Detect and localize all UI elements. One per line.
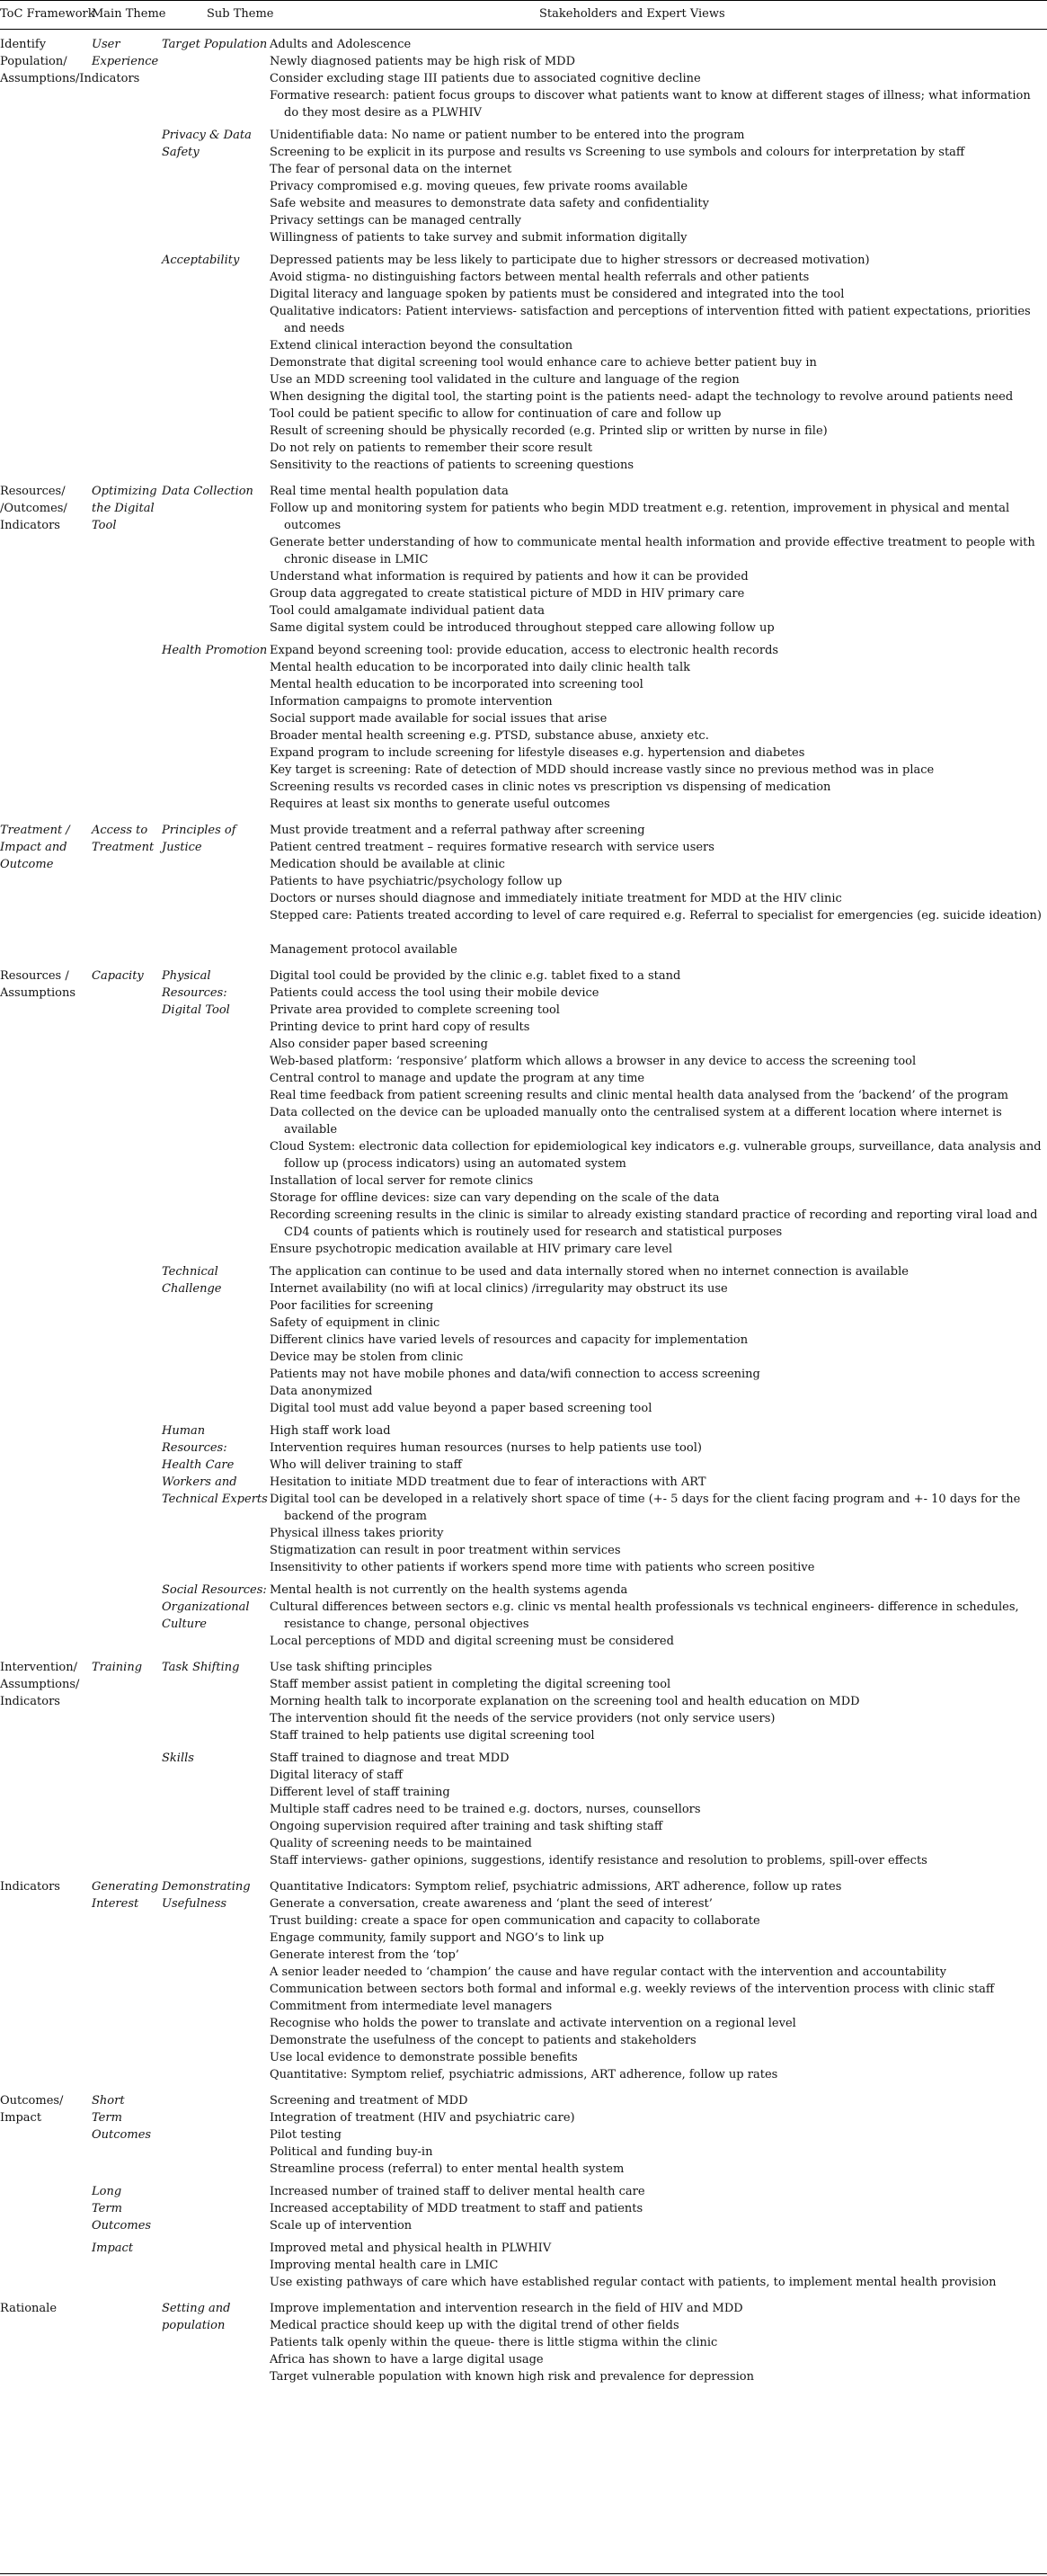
view-item: Follow up and monitoring system for patients who begin MDD treatment e.g. retention, improvement in physical and mental outcomes: [270, 502, 1010, 532]
view-item: Key target is screening: Rate of detection of MDD should increase vastly since no previous method was in place: [270, 763, 935, 777]
view-item: Pilot testing: [270, 2128, 342, 2142]
view-item: Digital tool must add value beyond a paper based screening tool: [270, 1402, 652, 1415]
view-item: Recording screening results in the clinic is similar to already existing standard practice of recording and reporting viral load and CD4 counts of patients which is routinely used for research and statistical purposes: [270, 1208, 1038, 1239]
view-item: Adults and Adolescence: [270, 38, 412, 51]
view-item: Private area provided to complete screening tool: [270, 1003, 560, 1017]
view-item: Improving mental health care in LMIC: [270, 2259, 499, 2272]
sub-theme-label: Privacy & Data Safety: [162, 129, 252, 159]
framework-label: Resources/ /Outcomes/ Indicators: [0, 485, 67, 532]
view-item: The intervention should fit the needs of the service providers (not only service users): [270, 1712, 776, 1725]
view-item: Mental health education to be incorporated into screening tool: [270, 678, 643, 691]
main-theme-label: Optimizing the Digital Tool: [92, 485, 157, 532]
view-item: The fear of personal data on the internet: [270, 163, 512, 176]
view-item: Patients to have psychiatric/psychology follow up: [270, 875, 563, 888]
main-theme-label: Capacity: [92, 969, 144, 983]
framework-label: Outcomes/ Impact: [0, 2094, 64, 2125]
sub-theme-label: Acceptability: [162, 254, 240, 267]
view-item: Also consider paper based screening: [270, 1038, 488, 1051]
view-item: High staff work load: [270, 1424, 391, 1438]
framework-label: Intervention/ Assumptions/ Indicators: [0, 1661, 80, 1708]
view-item: Storage for offline devices: size can vary depending on the scale of the data: [270, 1191, 720, 1205]
view-item: Digital literacy of staff: [270, 1769, 403, 1782]
view-item: Generate better understanding of how to communicate mental health information and provide effective treatment to people with chronic disease in LMIC: [270, 536, 1035, 566]
framework-label: Resources / Assumptions: [0, 969, 76, 1000]
view-item: Data anonymized: [270, 1385, 373, 1398]
view-item: Printing device to print hard copy of results: [270, 1021, 530, 1034]
view-item: Stigmatization can result in poor treatment within services: [270, 1544, 621, 1557]
view-item: Commitment from intermediate level managers: [270, 2000, 553, 2013]
framework-label: Rationale: [0, 2302, 58, 2315]
view-item: Privacy compromised e.g. moving queues, few private rooms available: [270, 180, 688, 193]
view-item: Must provide treatment and a referral pathway after screening: [270, 824, 645, 837]
view-item: Streamline process (referral) to enter mental health system: [270, 2162, 625, 2176]
view-item: Expand beyond screening tool: provide education, access to electronic health records: [270, 644, 779, 657]
view-item: Improved metal and physical health in PLWHIV: [270, 2242, 552, 2255]
view-item: Intervention requires human resources (nurses to help patients use tool): [270, 1441, 702, 1455]
sub-theme-label: Data Collection: [162, 485, 253, 498]
view-item: Safe website and measures to demonstrate data safety and confidentiality: [270, 197, 709, 210]
view-item: Local perceptions of MDD and digital screening must be considered: [270, 1635, 674, 1648]
view-item: Improve implementation and intervention research in the field of HIV and MDD: [270, 2302, 743, 2315]
view-item: Newly diagnosed patients may be high risk of MDD: [270, 55, 575, 68]
view-item: Patient centred treatment – requires formative research with service users: [270, 841, 714, 854]
view-item: Patients could access the tool using their mobile device: [270, 986, 599, 1000]
view-item: Extend clinical interaction beyond the consultation: [270, 339, 573, 352]
sub-theme-label: Social Resources: Organizational Culture: [162, 1583, 267, 1631]
view-item: Quality of screening needs to be maintained: [270, 1837, 532, 1850]
view-item: Social support made available for social issues that arise: [270, 712, 608, 726]
header-sub-theme: Sub Theme: [207, 7, 274, 21]
main-theme-label: Access to Treatment: [92, 824, 155, 854]
view-item: Device may be stolen from clinic: [270, 1350, 464, 1364]
view-item: Staff member assist patient in completing the digital screening tool: [270, 1678, 671, 1691]
view-item: Generate a conversation, create awareness and ‘plant the seed of interest’: [270, 1897, 713, 1911]
view-item: Cultural differences between sectors e.g. clinic vs mental health professionals vs technical engineers- difference in schedules, resistance to change, personal objectives: [270, 1600, 1019, 1631]
view-item: Generate interest from the ‘top’: [270, 1948, 459, 1962]
framework-label: Treatment / Impact and Outcome: [0, 824, 70, 871]
view-item: Qualitative indicators: Patient interviews- satisfaction and perceptions of intervention fitted with patient expectations, priorities and needs: [270, 305, 1031, 335]
sub-theme-label: Setting and population: [162, 2302, 231, 2332]
view-item: Insensitivity to other patients if workers spend more time with patients who screen positive: [270, 1561, 815, 1574]
view-item: Engage community, family support and NGO’s to link up: [270, 1931, 605, 1945]
view-item: A senior leader needed to ‘champion’ the cause and have regular contact with the intervention and accountability: [270, 1965, 946, 1979]
view-item: Demonstrate that digital screening tool would enhance care to achieve better patient buy in: [270, 356, 817, 370]
view-item: Privacy settings can be managed centrally: [270, 214, 521, 227]
view-item: Poor facilities for screening: [270, 1299, 434, 1313]
view-item: Willingness of patients to take survey and submit information digitally: [270, 231, 688, 245]
view-item: Web-based platform: ‘responsive’ platform which allows a browser in any device to access the screening tool: [270, 1055, 917, 1068]
main-theme-label: Long Term Outcomes: [92, 2185, 152, 2233]
view-item: Screening to be explicit in its purpose and results vs Screening to use symbols and colours for interpretation by staff: [270, 146, 965, 159]
sub-theme-label: Task Shifting: [162, 1661, 240, 1674]
header-framework: ToC Framework: [0, 7, 95, 21]
view-item: Staff trained to help patients use digital screening tool: [270, 1729, 595, 1743]
view-item: Sensitivity to the reactions of patients to screening questions: [270, 459, 634, 472]
view-item: Morning health talk to incorporate explanation on the screening tool and health education on MDD: [270, 1695, 860, 1708]
view-item: Medication should be available at clinic: [270, 858, 505, 871]
main-theme-label: Training: [92, 1661, 143, 1674]
view-item: Trust building: create a space for open communication and capacity to collaborate: [270, 1914, 760, 1928]
view-item: Expand program to include screening for lifestyle diseases e.g. hypertension and diabetes: [270, 746, 805, 760]
header-rule: [0, 29, 1047, 30]
view-item: Result of screening should be physically recorded (e.g. Printed slip or written by nurse in file): [270, 424, 828, 438]
view-item: Recognise who holds the power to translate and activate intervention on a regional level: [270, 2017, 796, 2030]
view-item: Cloud System: electronic data collection for epidemiological key indicators e.g. vulnerable groups, surveillance, data analysis and follow up (process indicators) using an automated system: [270, 1140, 1042, 1171]
sub-theme-label: Target Population: [162, 38, 268, 51]
view-item: Installation of local server for remote clinics: [270, 1174, 534, 1188]
view-item: Ongoing supervision required after training and task shifting staff: [270, 1820, 663, 1833]
framework-label: Identify Population/ Assumptions/Indicators: [0, 38, 140, 85]
main-theme-label: Generating Interest: [92, 1880, 159, 1911]
bottom-rule: [0, 2573, 1047, 2574]
view-item: Patients talk openly within the queue- there is little stigma within the clinic: [270, 2336, 718, 2349]
view-item: Same digital system could be introduced throughout stepped care allowing follow up: [270, 621, 775, 635]
view-item: The application can continue to be used and data internally stored when no internet connection is available: [270, 1265, 909, 1279]
sub-theme-label: Principles of Justice: [162, 824, 236, 854]
sub-theme-label: Demonstrating Usefulness: [162, 1880, 251, 1911]
view-item: Mental health is not currently on the health systems agenda: [270, 1583, 628, 1597]
sub-theme-label: Physical Resources: Digital Tool: [162, 969, 230, 1017]
view-item: Tool could be patient specific to allow for continuation of care and follow up: [270, 407, 722, 421]
main-theme-label: Short Term Outcomes: [92, 2094, 152, 2142]
view-item: Physical illness takes priority: [270, 1527, 444, 1540]
view-item: Increased acceptability of MDD treatment to staff and patients: [270, 2202, 643, 2215]
view-item: Data collected on the device can be uploaded manually onto the centralised system at a different location where internet is available: [270, 1106, 1002, 1136]
view-item: Screening and treatment of MDD: [270, 2094, 468, 2108]
view-item: Understand what information is required by patients and how it can be provided: [270, 570, 749, 584]
view-item: Digital tool could be provided by the clinic e.g. tablet fixed to a stand: [270, 969, 681, 983]
view-item: Patients may not have mobile phones and data/wifi connection to access screening: [270, 1368, 760, 1381]
view-item: Communication between sectors both formal and informal e.g. weekly reviews of the intervention process with clinic staff: [270, 1983, 995, 1996]
view-item: Information campaigns to promote intervention: [270, 695, 553, 709]
sub-theme-label: Technical Challenge: [162, 1265, 222, 1296]
view-item: Safety of equipment in clinic: [270, 1316, 440, 1330]
view-item: Formative research: patient focus groups to discover what patients want to know at different stages of illness; what information do they most desire as a PLWHIV: [270, 89, 1031, 120]
header-stakeholders: Stakeholders and Expert Views: [539, 7, 725, 21]
view-item: Internet availability (no wifi at local clinics) /irregularity may obstruct its use: [270, 1282, 728, 1296]
view-item: Use an MDD screening tool validated in the culture and language of the region: [270, 373, 740, 387]
view-item: Screening results vs recorded cases in clinic notes vs prescription vs dispensing of medication: [270, 780, 831, 794]
view-item: Broader mental health screening e.g. PTSD, substance abuse, anxiety etc.: [270, 729, 709, 743]
view-item: Do not rely on patients to remember their score result: [270, 441, 593, 455]
view-item: When designing the digital tool, the starting point is the patients need- adapt the technology to revolve around patients need: [270, 390, 1014, 404]
view-item: Medical practice should keep up with the digital trend of other fields: [270, 2319, 679, 2332]
view-item: Increased number of trained staff to deliver mental health care: [270, 2185, 645, 2198]
view-item: Requires at least six months to generate useful outcomes: [270, 798, 610, 811]
view-item: Target vulnerable population with known high risk and prevalence for depression: [270, 2370, 754, 2384]
view-item: Central control to manage and update the program at any time: [270, 1072, 645, 1085]
view-item: Unidentifiable data: No name or patient number to be entered into the program: [270, 129, 745, 142]
view-item: Mental health education to be incorporated into daily clinic health talk: [270, 661, 690, 674]
view-item: Use task shifting principles: [270, 1661, 432, 1674]
view-item: Quantitative: Symptom relief, psychiatric admissions, ART adherence, follow up rates: [270, 2068, 778, 2081]
framework-label: Indicators: [0, 1880, 60, 1894]
view-item: Ensure psychotropic medication available at HIV primary care level: [270, 1243, 673, 1256]
sub-theme-label: Health Promotion: [162, 644, 268, 657]
view-item: Demonstrate the usefulness of the concept to patients and stakeholders: [270, 2034, 697, 2047]
view-item: Use existing pathways of care which have established regular contact with patients, to implement mental health provision: [270, 2276, 997, 2289]
view-item: Digital literacy and language spoken by patients must be considered and integrated into the tool: [270, 288, 845, 301]
sub-theme-label: Human Resources: Health Care Workers and Technical Experts: [162, 1424, 268, 1506]
top-rule: [0, 0, 1047, 1]
view-item: Integration of treatment (HIV and psychiatric care): [270, 2111, 575, 2125]
main-theme-label: Impact: [92, 2242, 134, 2255]
view-item: Tool could amalgamate individual patient data: [270, 604, 546, 618]
view-item: Stepped care: Patients treated according to level of care required e.g. Referral to specialist for emergencies (eg. suicide ideation): [270, 909, 1042, 923]
main-theme-label: User Experience: [92, 38, 159, 68]
view-item: Real time feedback from patient screening results and clinic mental health data analysed from the ‘backend’ of the program: [270, 1089, 1008, 1102]
view-item: Africa has shown to have a large digital usage: [270, 2353, 544, 2367]
view-item: Staff interviews- gather opinions, suggestions, identify resistance and resolution to problems, spill-over effects: [270, 1854, 927, 1867]
view-item: Political and funding buy-in: [270, 2145, 433, 2159]
sub-theme-label: Skills: [162, 1752, 194, 1765]
view-item: Doctors or nurses should diagnose and immediately initiate treatment for MDD at the HIV clinic: [270, 892, 842, 905]
view-item: Hesitation to initiate MDD treatment due to fear of interactions with ART: [270, 1475, 706, 1489]
view-item: Staff trained to diagnose and treat MDD: [270, 1752, 510, 1765]
view-item: Use local evidence to demonstrate possible benefits: [270, 2051, 578, 2064]
view-item: Management protocol available: [270, 943, 457, 957]
view-item: Quantitative Indicators: Symptom relief, psychiatric admissions, ART adherence, follow up rates: [270, 1880, 842, 1894]
view-item: Depressed patients may be less likely to participate due to higher stressors or decreased motivation): [270, 254, 870, 267]
header-main-theme: Main Theme: [92, 7, 166, 21]
view-item: Real time mental health population data: [270, 485, 509, 498]
view-item: Avoid stigma- no distinguishing factors between mental health referrals and other patients: [270, 271, 810, 284]
view-item: Group data aggregated to create statistical picture of MDD in HIV primary care: [270, 587, 745, 601]
view-item: Multiple staff cadres need to be trained e.g. doctors, nurses, counsellors: [270, 1803, 701, 1816]
view-item: Consider excluding stage III patients due to associated cognitive decline: [270, 72, 701, 85]
view-item: Different level of staff training: [270, 1786, 450, 1799]
view-item: Different clinics have varied levels of resources and capacity for implementation: [270, 1333, 749, 1347]
view-item: Digital tool can be developed in a relatively short space of time (+- 5 days for the client facing program and +- 10 days for the backend of the program: [270, 1493, 1021, 1523]
view-item: Scale up of intervention: [270, 2219, 413, 2233]
view-item: Who will deliver training to staff: [270, 1458, 462, 1472]
